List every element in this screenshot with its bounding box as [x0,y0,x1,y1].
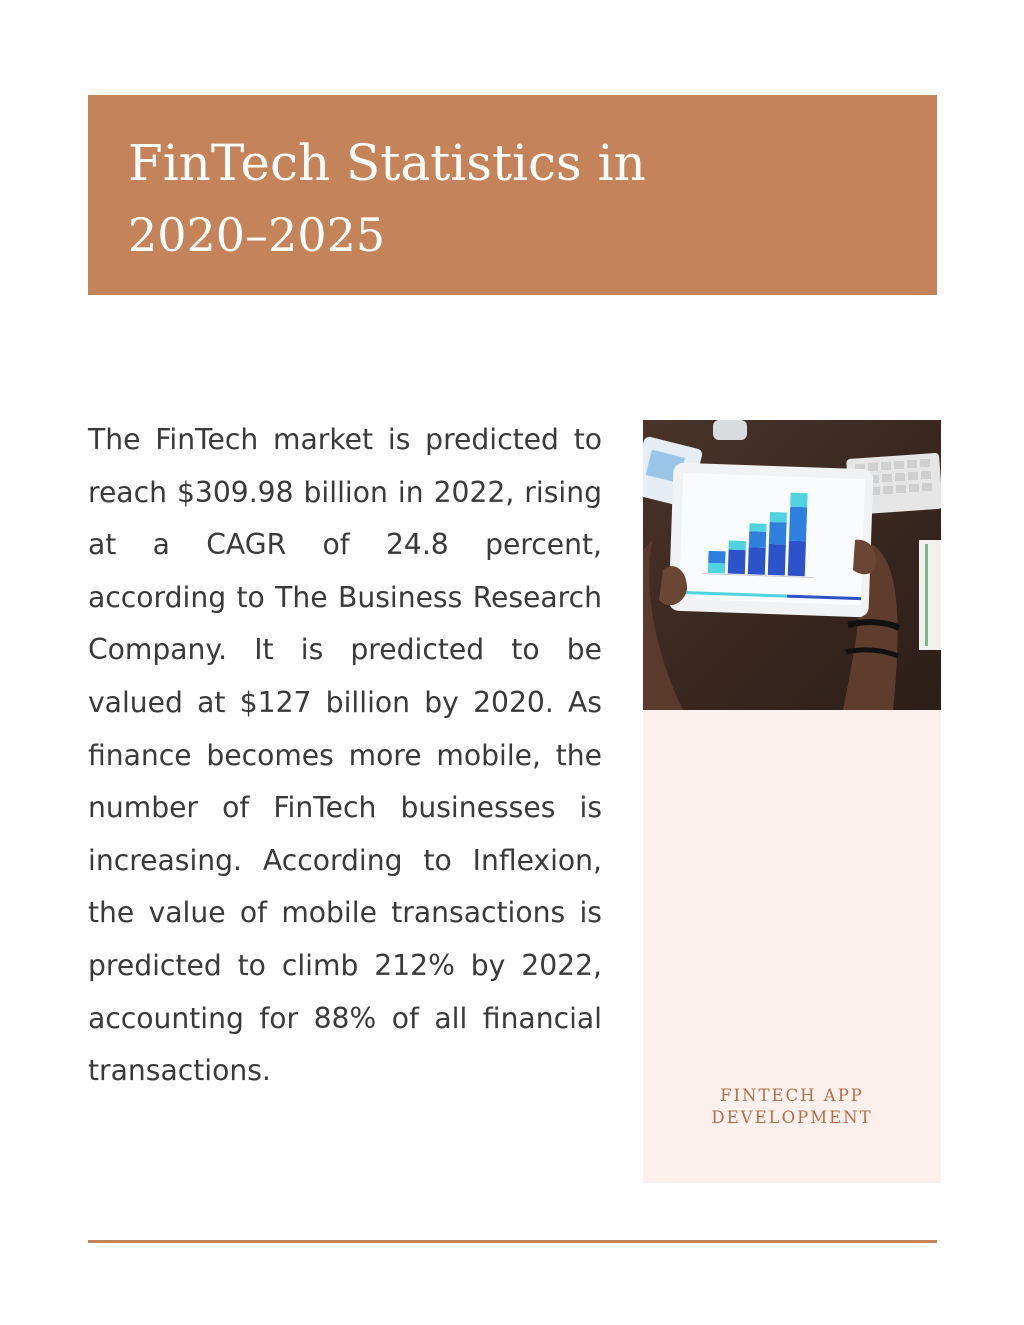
side-caption [643,1085,941,1129]
footer-divider [88,1240,937,1243]
tablet-bar-chart-photo [643,420,941,710]
title-banner [88,95,937,295]
body-paragraph: The FinTech market is predicted to reach $309.98 billion in 2022, rising at a CAGR of 24.8 percent, according to The Business Research Company. It is predicted to be valued at $127 billion by 2020. As finance becomes more mobile, the number of FinTech businesses is increasing. According to Inflexion, the value of mobile transactions is predicted to climb 212% by 2022, accounting for 88% of all financial transactions. [88,423,602,1088]
side-caption-line-2: DEVELOPMENT [711,1108,873,1127]
side-panel [643,420,941,1183]
side-caption-line-1: FINTECH APP [720,1086,864,1105]
page-title-line-1: FinTech Statistics in [128,134,646,192]
page-title-line-2: 2020–2025 [128,208,386,262]
